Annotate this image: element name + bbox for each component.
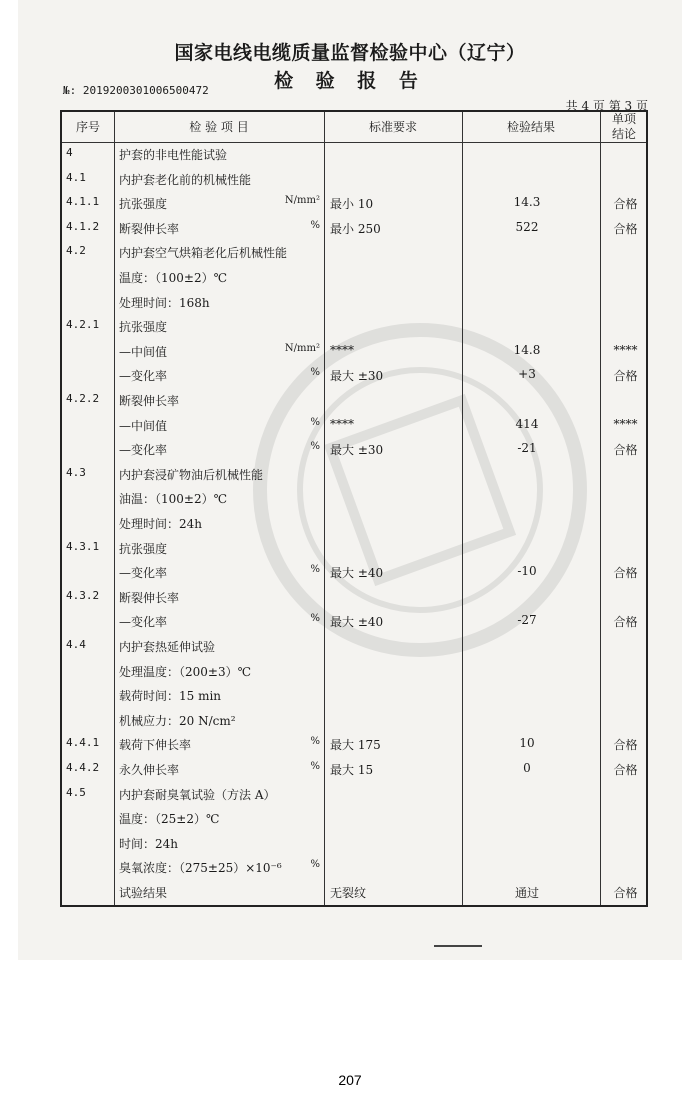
row-conclusion: 合格 xyxy=(613,443,638,458)
row-number: 4.2.1 xyxy=(66,318,100,332)
row-result: 14.3 xyxy=(513,195,541,210)
row-requirement: 最大 ±30 xyxy=(330,369,384,384)
header-requirement: 标准要求 xyxy=(368,119,417,134)
row-item: 载荷时间：15 min xyxy=(119,689,222,704)
table-row xyxy=(62,265,646,289)
row-unit: N/mm² xyxy=(284,342,320,354)
table-row xyxy=(62,511,646,535)
row-item: 断裂伸长率 xyxy=(119,394,180,408)
row-number: 4.3.2 xyxy=(66,588,100,602)
row-item: 抗张强度 xyxy=(119,320,168,335)
row-unit: % xyxy=(310,441,320,453)
row-item: 时间：24h xyxy=(119,836,178,851)
row-unit: % xyxy=(310,367,320,379)
row-requirement: 最大 175 xyxy=(330,738,381,753)
row-item: 温度：（100±2）℃ xyxy=(119,271,228,285)
institution-title: 国家电线电缆质量监督检验中心（辽宁） xyxy=(174,42,526,64)
row-unit: % xyxy=(310,736,320,748)
row-conclusion: **** xyxy=(613,342,638,357)
inspection-table xyxy=(60,110,648,907)
report-title: 检 验 报 告 xyxy=(274,70,426,92)
row-item: 机械应力：20 N/cm² xyxy=(119,713,236,728)
header-conclusion: 单项 结论 xyxy=(611,112,636,141)
row-item: 处理时间：24h xyxy=(119,517,202,531)
table-row xyxy=(62,585,646,609)
row-conclusion: **** xyxy=(613,416,638,431)
row-item: 温度：（25±2）℃ xyxy=(119,812,220,827)
table-row xyxy=(62,462,646,486)
row-result: 10 xyxy=(519,736,535,751)
row-item: 护套的非电性能试验 xyxy=(119,148,228,162)
table-row xyxy=(62,609,646,633)
header-result: 检验结果 xyxy=(506,119,555,134)
table-row xyxy=(62,142,646,166)
row-number: 4.4.2 xyxy=(66,761,100,774)
table-row xyxy=(62,413,646,437)
row-conclusion: 合格 xyxy=(613,763,638,777)
table-row xyxy=(62,659,646,683)
row-number: 4.1.1 xyxy=(66,195,100,209)
row-item: 处理温度：（200±3）℃ xyxy=(119,664,252,679)
table-row xyxy=(62,880,646,904)
row-number: 4.4 xyxy=(66,638,86,651)
row-requirement: **** xyxy=(330,342,354,357)
table-row xyxy=(62,437,646,461)
row-conclusion: 合格 xyxy=(613,369,638,384)
row-item: 抗张强度 xyxy=(119,541,168,556)
row-requirement: 无裂纹 xyxy=(330,886,367,900)
row-item: 内护套耐臭氧试验（方法 A） xyxy=(119,787,276,802)
row-unit: % xyxy=(310,416,320,428)
table-row xyxy=(62,314,646,338)
row-requirement: 最大 ±30 xyxy=(330,443,384,458)
header-item: 检 验 项 目 xyxy=(189,119,249,134)
row-number: 4.5 xyxy=(66,785,86,799)
row-conclusion: 合格 xyxy=(613,738,638,753)
row-item: 油温：（100±2）℃ xyxy=(119,492,228,507)
row-item: —中间值 xyxy=(119,418,168,433)
row-item: —变化率 xyxy=(119,443,168,458)
page-number: 207 xyxy=(338,1072,362,1088)
table-row xyxy=(62,486,646,510)
row-item: 断裂伸长率 xyxy=(119,590,180,605)
report-number: №: 2019200301006500472 xyxy=(63,84,209,97)
row-item: 载荷下伸长率 xyxy=(119,738,192,753)
row-result: 522 xyxy=(515,219,539,234)
row-item: 抗张强度 xyxy=(119,197,168,212)
row-item: 内护套浸矿物油后机械性能 xyxy=(119,467,264,482)
table-row xyxy=(62,831,646,855)
row-conclusion: 合格 xyxy=(613,221,638,236)
table-row xyxy=(62,560,646,584)
row-number: 4.3 xyxy=(66,465,86,479)
table-row xyxy=(62,855,646,879)
row-unit: % xyxy=(310,564,320,576)
row-item: 内护套老化前的机械性能 xyxy=(119,172,252,187)
row-result: 通过 xyxy=(514,886,539,900)
table-row xyxy=(62,167,646,191)
table-row xyxy=(62,732,646,756)
row-item: 臭氧浓度：（275±25）×10⁻⁶ xyxy=(119,861,282,876)
table-row xyxy=(62,683,646,707)
row-number: 4 xyxy=(66,146,73,159)
row-requirement: 最大 15 xyxy=(330,763,374,777)
row-item: —中间值 xyxy=(119,344,168,359)
table-row xyxy=(62,536,646,560)
table-row xyxy=(62,339,646,363)
row-result: 414 xyxy=(515,416,539,431)
row-result: +3 xyxy=(518,367,536,382)
row-requirement: **** xyxy=(330,416,354,431)
row-requirement: 最小 250 xyxy=(330,221,381,236)
row-result: -10 xyxy=(517,564,537,579)
page-info: 共 4 页 第 3 页 xyxy=(565,99,648,113)
row-item: 内护套空气烘箱老化后机械性能 xyxy=(119,246,288,261)
row-item: 试验结果 xyxy=(119,886,168,900)
table-row xyxy=(62,240,646,264)
table-row xyxy=(62,782,646,806)
row-result: 14.8 xyxy=(513,342,541,357)
row-item: 内护套热延伸试验 xyxy=(119,640,216,654)
row-conclusion: 合格 xyxy=(613,615,638,630)
footer-rule xyxy=(434,945,482,947)
row-unit: % xyxy=(310,613,320,625)
header-no: 序号 xyxy=(75,119,100,134)
row-number: 4.1 xyxy=(66,170,86,184)
row-unit: % xyxy=(310,761,320,772)
table-row xyxy=(62,634,646,658)
table-row xyxy=(62,363,646,387)
table-row xyxy=(62,388,646,412)
row-result: -21 xyxy=(517,441,537,456)
row-conclusion: 合格 xyxy=(613,566,638,581)
row-item: —变化率 xyxy=(119,566,168,581)
row-item: 断裂伸长率 xyxy=(119,221,180,236)
table-row xyxy=(62,708,646,732)
row-unit: N/mm² xyxy=(284,195,320,207)
row-number: 4.2 xyxy=(66,244,86,258)
row-number: 4.4.1 xyxy=(66,736,100,750)
row-result: -27 xyxy=(517,613,537,628)
row-item: —变化率 xyxy=(119,615,168,630)
table-row xyxy=(62,216,646,240)
table-row xyxy=(62,806,646,830)
row-number: 4.1.2 xyxy=(66,219,100,233)
table-row xyxy=(62,757,646,781)
table-row xyxy=(62,290,646,314)
row-result: 0 xyxy=(523,761,531,775)
row-number: 4.3.1 xyxy=(66,539,100,553)
row-unit: % xyxy=(310,219,320,231)
row-item: 处理时间：168h xyxy=(119,295,210,310)
row-item: 永久伸长率 xyxy=(119,763,180,777)
row-item: —变化率 xyxy=(119,369,168,384)
row-conclusion: 合格 xyxy=(613,197,638,212)
table-row xyxy=(62,191,646,215)
row-number: 4.2.2 xyxy=(66,392,100,405)
row-unit: % xyxy=(310,859,320,871)
row-requirement: 最小 10 xyxy=(330,197,374,212)
row-conclusion: 合格 xyxy=(613,886,638,900)
row-requirement: 最大 ±40 xyxy=(330,615,384,630)
row-requirement: 最大 ±40 xyxy=(330,566,384,581)
